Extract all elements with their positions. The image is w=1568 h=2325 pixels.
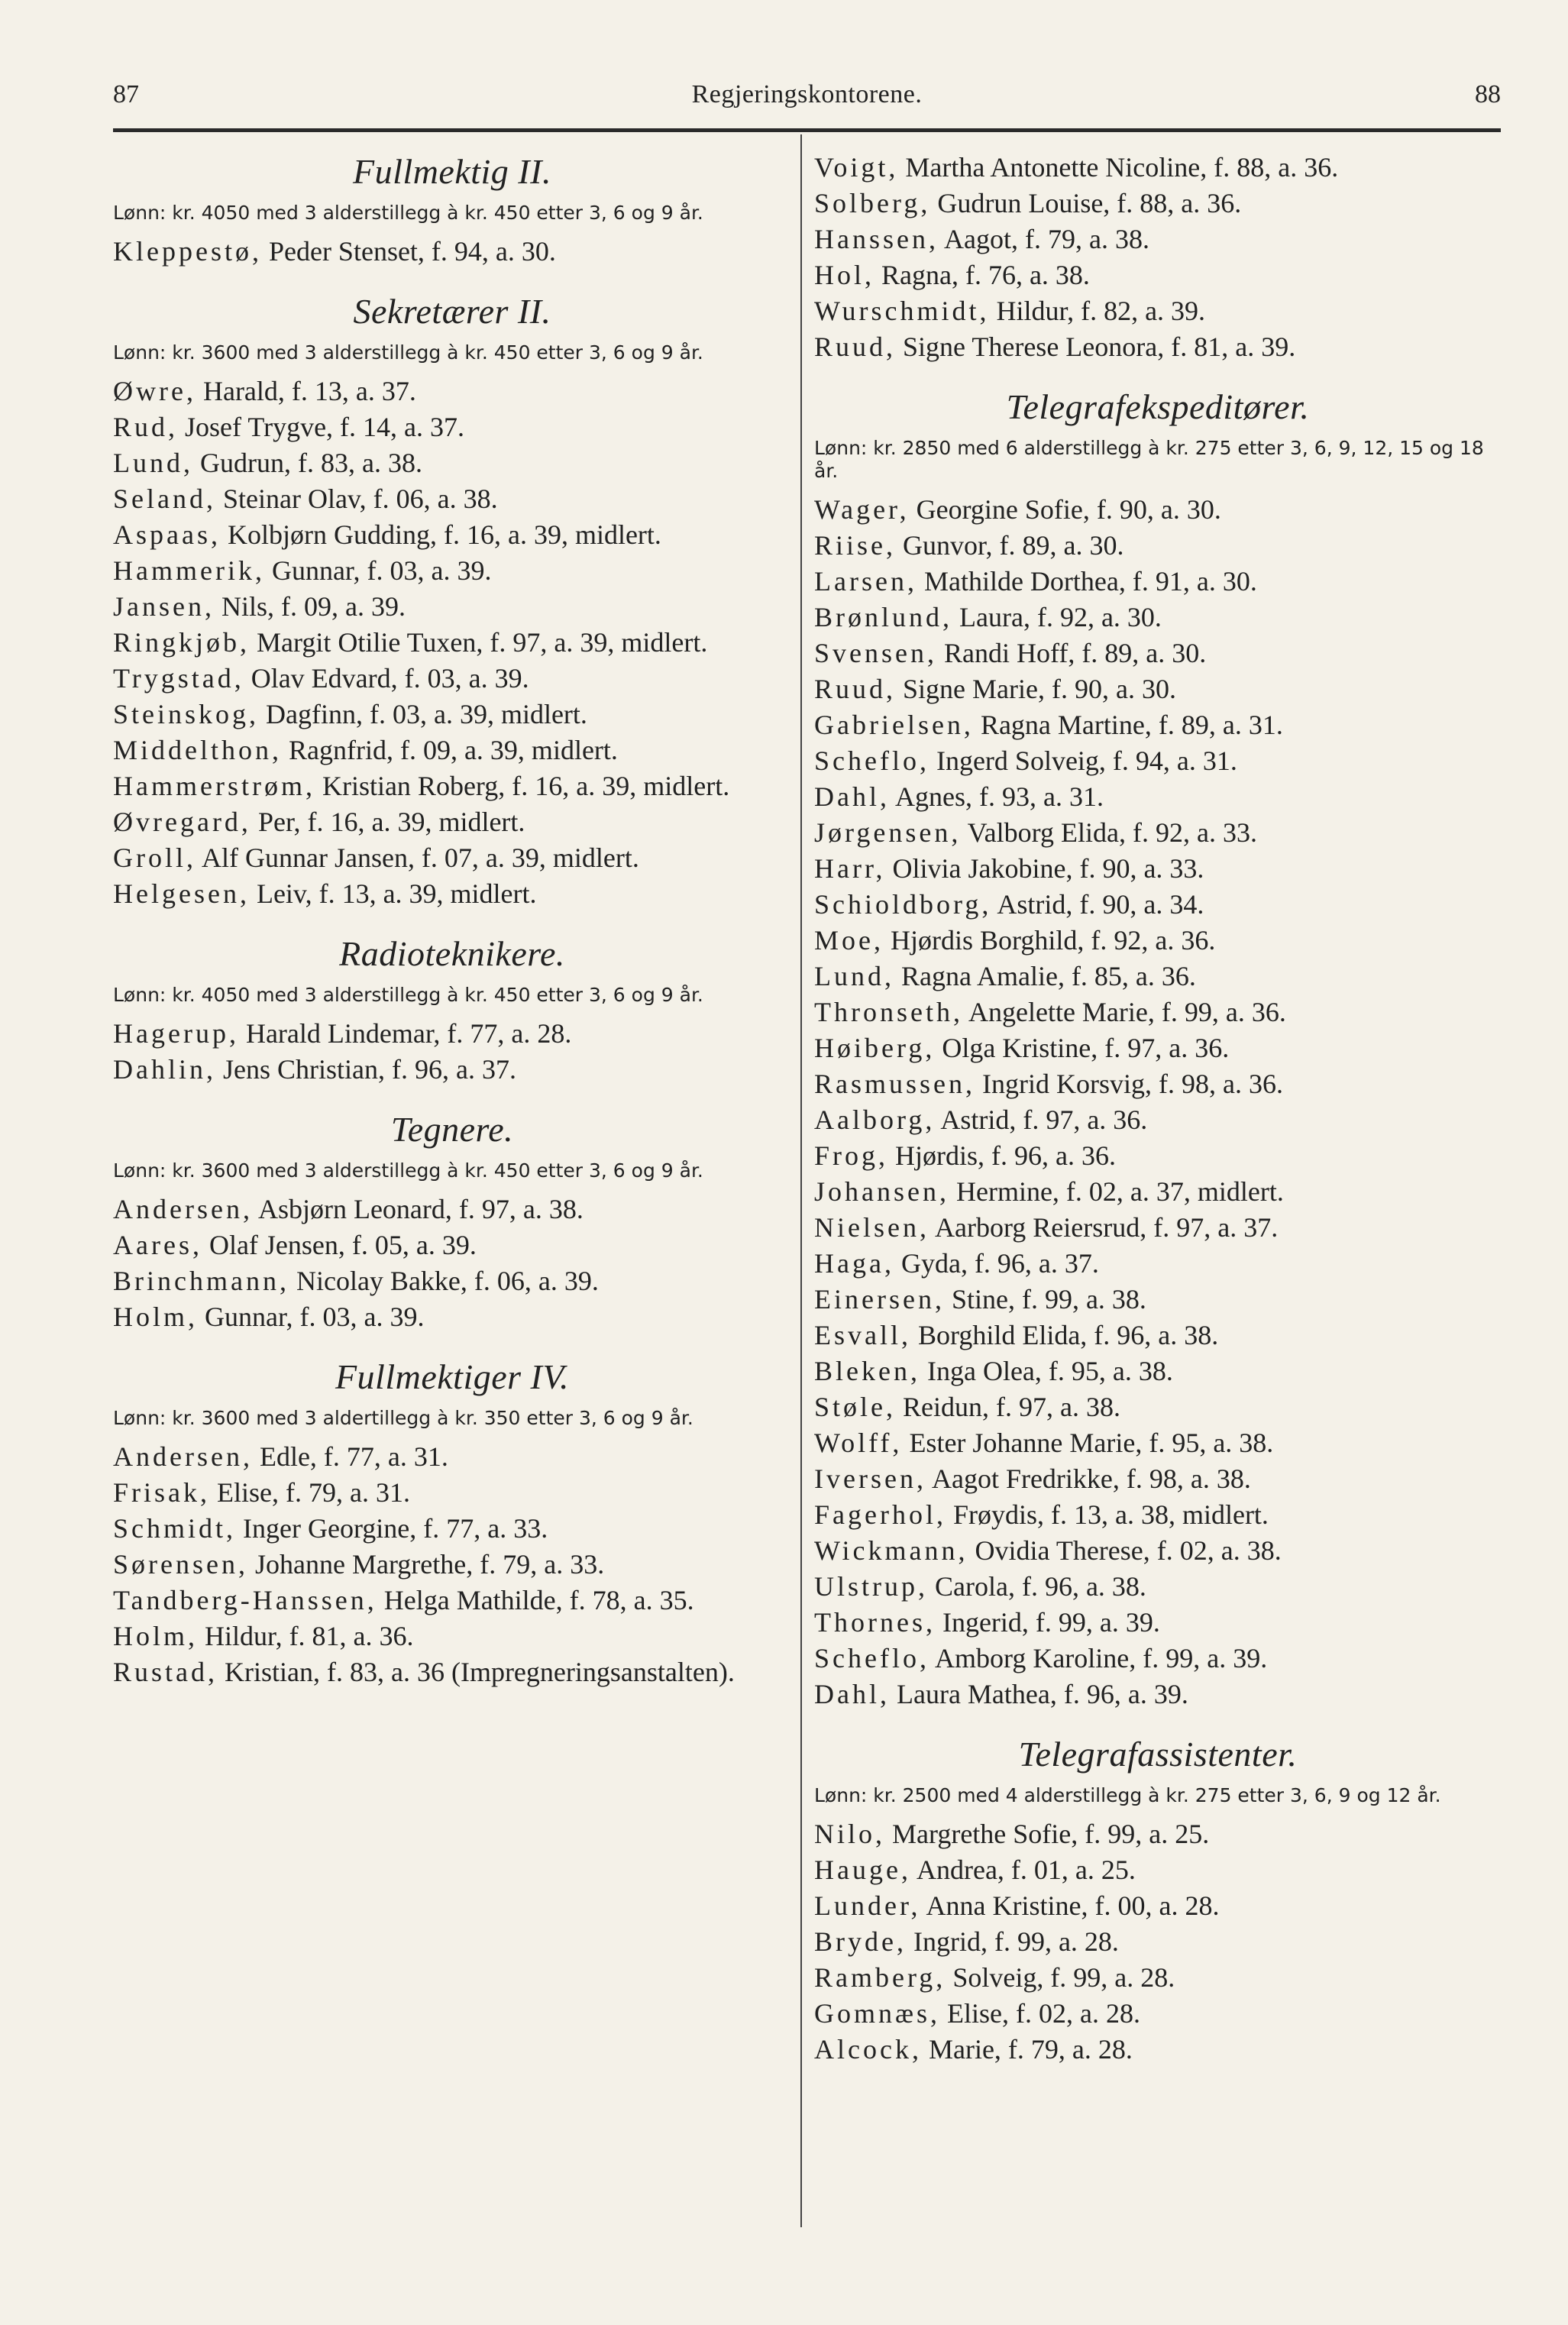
staff-entry xyxy=(814,150,1502,186)
staff-surname: Aspaas, xyxy=(113,519,221,550)
staff-surname: Steinskog, xyxy=(113,699,260,729)
staff-surname: Støle, xyxy=(814,1392,897,1422)
staff-surname: Brinchmann, xyxy=(113,1266,289,1296)
staff-entry xyxy=(113,840,791,876)
left-column xyxy=(113,150,791,1710)
staff-surname: Harr, xyxy=(814,853,886,884)
staff-entry xyxy=(814,257,1502,293)
salary-note: Lønn: kr. 3600 med 3 alderstillegg à kr. 450 etter 3, 6 og 9 år. xyxy=(113,1159,703,1182)
staff-surname: Alcock, xyxy=(814,2034,922,2065)
staff-entry xyxy=(113,589,791,625)
staff-details: Ragna, f. 76, a. 38. xyxy=(875,260,1090,290)
staff-entry xyxy=(814,1569,1502,1605)
staff-details: Asbjørn Leonard, f. 97, a. 38. xyxy=(252,1194,584,1224)
staff-surname: Dahl, xyxy=(814,1679,890,1709)
staff-details: Astrid, f. 90, a. 34. xyxy=(991,889,1204,920)
staff-surname: Hagerup, xyxy=(113,1018,239,1049)
staff-surname: Iversen, xyxy=(814,1463,926,1494)
staff-surname: Larsen, xyxy=(814,566,917,597)
staff-entry xyxy=(814,1425,1502,1461)
staff-entry xyxy=(814,1210,1502,1246)
staff-details: Alf Gunnar Jansen, f. 07, a. 39, midlert. xyxy=(196,842,639,873)
staff-surname: Scheflo, xyxy=(814,745,929,776)
staff-details: Martha Antonette Nicoline, f. 88, a. 36. xyxy=(898,152,1339,183)
staff-details: Peder Stenset, f. 94, a. 30. xyxy=(261,236,556,267)
staff-surname: Middelthon, xyxy=(113,735,282,765)
staff-details: Stine, f. 99, a. 38. xyxy=(944,1284,1146,1314)
staff-details: Hildur, f. 82, a. 39. xyxy=(989,296,1206,326)
staff-entry xyxy=(814,1030,1502,1066)
staff-entry xyxy=(113,481,791,517)
staff-entry xyxy=(814,1888,1502,1924)
staff-details: Agnes, f. 93, a. 31. xyxy=(889,781,1104,812)
staff-details: Johanne Margrethe, f. 79, a. 33. xyxy=(247,1549,605,1580)
staff-surname: Brønlund, xyxy=(814,602,953,632)
staff-details: Andrea, f. 01, a. 25. xyxy=(910,1855,1136,1885)
staff-entry xyxy=(814,329,1502,365)
staff-surname: Johansen, xyxy=(814,1176,949,1207)
staff-surname: Bleken, xyxy=(814,1356,920,1386)
staff-surname: Aalborg, xyxy=(814,1104,936,1135)
staff-details: Randi Hoff, f. 89, a. 30. xyxy=(937,638,1207,668)
staff-details: Nils, f. 09, a. 39. xyxy=(214,591,406,622)
staff-details: Hermine, f. 02, a. 37, midlert. xyxy=(949,1176,1284,1207)
staff-details: Ragna Amalie, f. 85, a. 36. xyxy=(894,961,1196,991)
staff-entry xyxy=(814,1102,1502,1138)
staff-surname: Tandberg-Hanssen, xyxy=(113,1585,377,1615)
staff-entry xyxy=(113,661,791,697)
section-title: Fullmektig II. xyxy=(353,152,551,191)
staff-entry xyxy=(113,1475,791,1511)
staff-surname: Holm, xyxy=(113,1621,199,1651)
staff-details: Aagot Fredrikke, f. 98, a. 38. xyxy=(926,1463,1251,1494)
staff-details: Signe Marie, f. 90, a. 30. xyxy=(896,674,1176,704)
staff-entry xyxy=(814,923,1502,959)
staff-details: Josef Trygve, f. 14, a. 37. xyxy=(178,412,465,442)
staff-entry xyxy=(113,697,791,732)
staff-entry xyxy=(113,625,791,661)
staff-details: Angelette Marie, f. 99, a. 36. xyxy=(962,997,1286,1027)
section-title: Radioteknikere. xyxy=(339,934,565,973)
staff-surname: Hol, xyxy=(814,260,875,290)
staff-details: Leiv, f. 13, a. 39, midlert. xyxy=(249,878,537,909)
staff-surname: Hammerik, xyxy=(113,555,265,586)
staff-details: Olivia Jakobine, f. 90, a. 33. xyxy=(885,853,1204,884)
staff-details: Nicolay Bakke, f. 06, a. 39. xyxy=(289,1266,599,1296)
staff-entry xyxy=(814,222,1502,257)
staff-surname: Wolff, xyxy=(814,1428,903,1458)
staff-entry xyxy=(814,600,1502,635)
staff-details: Ingerid, f. 99, a. 39. xyxy=(935,1607,1160,1638)
staff-entry xyxy=(113,409,791,445)
staff-surname: Wickmann, xyxy=(814,1535,968,1566)
staff-surname: Wurschmidt, xyxy=(814,296,990,326)
staff-surname: Aares, xyxy=(113,1230,202,1260)
staff-section xyxy=(113,1108,791,1335)
header-rule xyxy=(113,128,1501,132)
right-column xyxy=(814,150,1502,2087)
staff-entry xyxy=(113,445,791,481)
staff-surname: Fagerhol, xyxy=(814,1499,946,1530)
staff-surname: Ramberg, xyxy=(814,1962,946,1993)
staff-entry xyxy=(113,1263,791,1299)
staff-surname: Hammerstrøm, xyxy=(113,771,315,801)
staff-details: Laura, f. 92, a. 30. xyxy=(952,602,1162,632)
staff-details: Olav Edvard, f. 03, a. 39. xyxy=(244,663,529,694)
running-title: Regjeringskontorene. xyxy=(691,80,923,108)
staff-entry xyxy=(113,768,791,804)
staff-details: Aarborg Reiersrud, f. 97, a. 37. xyxy=(929,1212,1279,1243)
staff-entry xyxy=(113,373,791,409)
section-title: Telegrafekspeditører. xyxy=(1006,387,1310,426)
staff-surname: Andersen, xyxy=(113,1194,253,1224)
staff-details: Gudrun Louise, f. 88, a. 36. xyxy=(930,188,1242,218)
staff-entry xyxy=(113,732,791,768)
salary-note: Lønn: kr. 4050 med 3 alderstillegg à kr. 450 etter 3, 6 og 9 år. xyxy=(113,202,703,224)
staff-details: Ester Johanne Marie, f. 95, a. 38. xyxy=(902,1428,1274,1458)
page-number-left: 87 xyxy=(113,80,139,108)
staff-entry xyxy=(814,2032,1502,2068)
staff-entry xyxy=(814,1497,1502,1533)
staff-surname: Thornes, xyxy=(814,1607,936,1638)
staff-details: Ingerd Solveig, f. 94, a. 31. xyxy=(929,745,1237,776)
staff-surname: Esvall, xyxy=(814,1320,911,1350)
staff-surname: Ringkjøb, xyxy=(113,627,251,658)
staff-details: Olaf Jensen, f. 05, a. 39. xyxy=(202,1230,477,1260)
staff-details: Ingrid Korsvig, f. 98, a. 36. xyxy=(975,1069,1283,1099)
staff-entry xyxy=(113,1583,791,1618)
staff-surname: Dahlin, xyxy=(113,1054,216,1085)
staff-details: Harald Lindemar, f. 77, a. 28. xyxy=(238,1018,572,1049)
staff-surname: Ulstrup, xyxy=(814,1571,928,1602)
staff-details: Hjørdis, f. 96, a. 36. xyxy=(888,1140,1116,1171)
staff-section xyxy=(113,1355,791,1690)
staff-entry xyxy=(814,815,1502,851)
staff-entry xyxy=(814,1605,1502,1641)
staff-details: Steinar Olav, f. 06, a. 38. xyxy=(215,483,498,514)
staff-entry xyxy=(113,1299,791,1335)
staff-surname: Riise, xyxy=(814,530,897,561)
staff-entry xyxy=(814,1246,1502,1282)
staff-surname: Schmidt, xyxy=(113,1513,237,1544)
staff-entry xyxy=(814,1353,1502,1389)
column-divider xyxy=(800,134,802,2227)
staff-entry xyxy=(814,1924,1502,1960)
section-title: Tegnere. xyxy=(390,1110,514,1149)
staff-entry xyxy=(113,234,791,270)
section-title: Fullmektiger IV. xyxy=(335,1357,570,1396)
staff-details: Ragnfrid, f. 09, a. 39, midlert. xyxy=(282,735,618,765)
staff-surname: Rasmussen, xyxy=(814,1069,975,1099)
staff-surname: Øvregard, xyxy=(113,807,251,837)
staff-entry xyxy=(113,804,791,840)
staff-details: Kristian Roberg, f. 16, a. 39, midlert. xyxy=(315,771,730,801)
staff-entry xyxy=(814,1641,1502,1677)
staff-surname: Frisak, xyxy=(113,1477,210,1508)
staff-surname: Rustad, xyxy=(113,1657,218,1687)
staff-details: Ragna Martine, f. 89, a. 31. xyxy=(973,710,1283,740)
staff-surname: Wager, xyxy=(814,494,910,525)
staff-section xyxy=(113,150,791,270)
staff-entry xyxy=(113,553,791,589)
staff-surname: Lund, xyxy=(113,448,193,478)
staff-entry xyxy=(113,1654,791,1690)
staff-entry xyxy=(113,876,791,912)
staff-surname: Høiberg, xyxy=(814,1033,936,1063)
staff-surname: Bryde, xyxy=(814,1926,907,1957)
staff-details: Marie, f. 79, a. 28. xyxy=(921,2034,1133,2065)
page-number-right: 88 xyxy=(1474,80,1501,108)
staff-entry xyxy=(814,1174,1502,1210)
staff-details: Gunnar, f. 03, a. 39. xyxy=(264,555,492,586)
staff-entry xyxy=(814,1461,1502,1497)
staff-surname: Gomnæs, xyxy=(814,1998,941,2029)
staff-details: Margrethe Sofie, f. 99, a. 25. xyxy=(885,1819,1210,1849)
section-title: Telegrafassistenter. xyxy=(1018,1735,1298,1774)
staff-entry xyxy=(814,293,1502,329)
staff-details: Elise, f. 02, a. 28. xyxy=(940,1998,1140,2029)
staff-surname: Trygstad, xyxy=(113,663,244,694)
staff-entry xyxy=(814,1138,1502,1174)
staff-surname: Rud, xyxy=(113,412,179,442)
staff-surname: Svensen, xyxy=(814,638,937,668)
staff-surname: Thronseth, xyxy=(814,997,963,1027)
staff-details: Reidun, f. 97, a. 38. xyxy=(896,1392,1120,1422)
staff-details: Elise, f. 79, a. 31. xyxy=(210,1477,410,1508)
staff-surname: Schioldborg, xyxy=(814,889,992,920)
staff-details: Edle, f. 77, a. 31. xyxy=(252,1441,448,1472)
staff-details: Kolbjørn Gudding, f. 16, a. 39, midlert. xyxy=(220,519,661,550)
staff-details: Hildur, f. 81, a. 36. xyxy=(198,1621,414,1651)
staff-surname: Voigt, xyxy=(814,152,899,183)
staff-details: Olga Kristine, f. 97, a. 36. xyxy=(935,1033,1230,1063)
staff-details: Inga Olea, f. 95, a. 38. xyxy=(920,1356,1173,1386)
staff-surname: Andersen, xyxy=(113,1441,253,1472)
staff-entry xyxy=(814,743,1502,779)
staff-surname: Kleppestø, xyxy=(113,236,262,267)
staff-surname: Haga, xyxy=(814,1248,894,1279)
staff-entry xyxy=(814,994,1502,1030)
staff-entry xyxy=(814,671,1502,707)
staff-surname: Holm, xyxy=(113,1302,199,1332)
staff-section xyxy=(814,385,1502,1712)
staff-surname: Nilo, xyxy=(814,1819,886,1849)
staff-details: Inger Georgine, f. 77, a. 33. xyxy=(236,1513,548,1544)
staff-details: Signe Therese Leonora, f. 81, a. 39. xyxy=(896,331,1296,362)
staff-details: Aagot, f. 79, a. 38. xyxy=(938,224,1149,254)
staff-details: Valborg Elida, f. 92, a. 33. xyxy=(961,817,1257,848)
staff-surname: Helgesen, xyxy=(113,878,250,909)
staff-surname: Seland, xyxy=(113,483,216,514)
staff-entry xyxy=(814,707,1502,743)
staff-details: Mathilde Dorthea, f. 91, a. 30. xyxy=(917,566,1257,597)
staff-details: Kristian, f. 83, a. 36 (Impregneringsanstalten). xyxy=(218,1657,735,1687)
staff-details: Helga Mathilde, f. 78, a. 35. xyxy=(377,1585,694,1615)
staff-details: Harald, f. 13, a. 37. xyxy=(196,376,416,406)
staff-entry xyxy=(814,887,1502,923)
staff-entry xyxy=(814,1533,1502,1569)
staff-surname: Lund, xyxy=(814,961,894,991)
staff-entry xyxy=(814,186,1502,222)
staff-details: Ingrid, f. 99, a. 28. xyxy=(906,1926,1119,1957)
staff-entry xyxy=(113,1547,791,1583)
staff-entry xyxy=(814,635,1502,671)
staff-entry xyxy=(814,1852,1502,1888)
staff-section xyxy=(113,289,791,912)
staff-details: Georgine Sofie, f. 90, a. 30. xyxy=(909,494,1221,525)
staff-entry xyxy=(814,564,1502,600)
staff-surname: Sørensen, xyxy=(113,1549,248,1580)
page-header xyxy=(113,75,1501,115)
staff-entry xyxy=(113,1052,791,1088)
staff-surname: Jørgensen, xyxy=(814,817,962,848)
staff-details: Carola, f. 96, a. 38. xyxy=(928,1571,1146,1602)
staff-surname: Groll, xyxy=(113,842,196,873)
staff-surname: Frog, xyxy=(814,1140,889,1171)
staff-entry xyxy=(814,779,1502,815)
staff-details: Hjørdis Borghild, f. 92, a. 36. xyxy=(884,925,1216,956)
staff-details: Solveig, f. 99, a. 28. xyxy=(946,1962,1175,1993)
staff-details: Margit Otilie Tuxen, f. 97, a. 39, midlert. xyxy=(250,627,708,658)
staff-entry xyxy=(113,1016,791,1052)
staff-entry xyxy=(113,1227,791,1263)
staff-details: Per, f. 16, a. 39, midlert. xyxy=(251,807,525,837)
staff-entry xyxy=(113,1511,791,1547)
staff-section xyxy=(814,150,1502,365)
staff-details: Laura Mathea, f. 96, a. 39. xyxy=(889,1679,1188,1709)
staff-entry xyxy=(814,1282,1502,1318)
staff-entry xyxy=(113,1618,791,1654)
staff-surname: Scheflo, xyxy=(814,1643,929,1673)
staff-entry xyxy=(814,1677,1502,1712)
staff-details: Astrid, f. 97, a. 36. xyxy=(935,1104,1148,1135)
staff-surname: Solberg, xyxy=(814,188,931,218)
salary-note: Lønn: kr. 2850 med 6 alderstillegg à kr. 275 etter 3, 6, 9, 12, 15 og 18 år. xyxy=(814,437,1484,482)
staff-surname: Hauge, xyxy=(814,1855,911,1885)
staff-entry xyxy=(814,1960,1502,1996)
staff-details: Gunvor, f. 89, a. 30. xyxy=(896,530,1124,561)
staff-surname: Moe, xyxy=(814,925,884,956)
staff-surname: Ruud, xyxy=(814,331,897,362)
staff-entry xyxy=(113,1192,791,1227)
staff-entry xyxy=(814,851,1502,887)
staff-entry xyxy=(814,492,1502,528)
staff-details: Gyda, f. 96, a. 37. xyxy=(894,1248,1099,1279)
staff-details: Ovidia Therese, f. 02, a. 38. xyxy=(968,1535,1282,1566)
staff-details: Anna Kristine, f. 00, a. 28. xyxy=(920,1890,1220,1921)
staff-surname: Hanssen, xyxy=(814,224,939,254)
staff-entry xyxy=(814,1389,1502,1425)
salary-note: Lønn: kr. 3600 med 3 aldertillegg à kr. 350 etter 3, 6 og 9 år. xyxy=(113,1407,693,1429)
staff-entry xyxy=(814,1066,1502,1102)
staff-entry xyxy=(113,1439,791,1475)
staff-section xyxy=(113,932,791,1088)
staff-details: Frøydis, f. 13, a. 38, midlert. xyxy=(946,1499,1269,1530)
staff-entry xyxy=(814,528,1502,564)
staff-details: Dagfinn, f. 03, a. 39, midlert. xyxy=(259,699,587,729)
staff-surname: Jansen, xyxy=(113,591,215,622)
staff-section xyxy=(814,1732,1502,2068)
salary-note: Lønn: kr. 3600 med 3 alderstillegg à kr. 450 etter 3, 6 og 9 år. xyxy=(113,341,703,364)
salary-note: Lønn: kr. 2500 med 4 alderstillegg à kr. 275 etter 3, 6, 9 og 12 år. xyxy=(814,1784,1441,1806)
staff-entry xyxy=(113,517,791,553)
staff-surname: Lunder, xyxy=(814,1890,921,1921)
staff-surname: Øwre, xyxy=(113,376,196,406)
staff-surname: Ruud, xyxy=(814,674,897,704)
staff-details: Gunnar, f. 03, a. 39. xyxy=(198,1302,425,1332)
staff-details: Amborg Karoline, f. 99, a. 39. xyxy=(929,1643,1268,1673)
staff-surname: Dahl, xyxy=(814,781,890,812)
staff-surname: Einersen, xyxy=(814,1284,945,1314)
staff-entry xyxy=(814,1816,1502,1852)
staff-details: Gudrun, f. 83, a. 38. xyxy=(193,448,422,478)
staff-surname: Gabrielsen, xyxy=(814,710,974,740)
staff-entry xyxy=(814,1318,1502,1353)
salary-note: Lønn: kr. 4050 med 3 alderstillegg à kr. 450 etter 3, 6 og 9 år. xyxy=(113,984,703,1006)
staff-entry xyxy=(814,1996,1502,2032)
staff-details: Jens Christian, f. 96, a. 37. xyxy=(215,1054,516,1085)
staff-entry xyxy=(814,959,1502,994)
staff-details: Borghild Elida, f. 96, a. 38. xyxy=(910,1320,1219,1350)
staff-surname: Nielsen, xyxy=(814,1212,929,1243)
section-title: Sekretærer II. xyxy=(353,292,551,331)
